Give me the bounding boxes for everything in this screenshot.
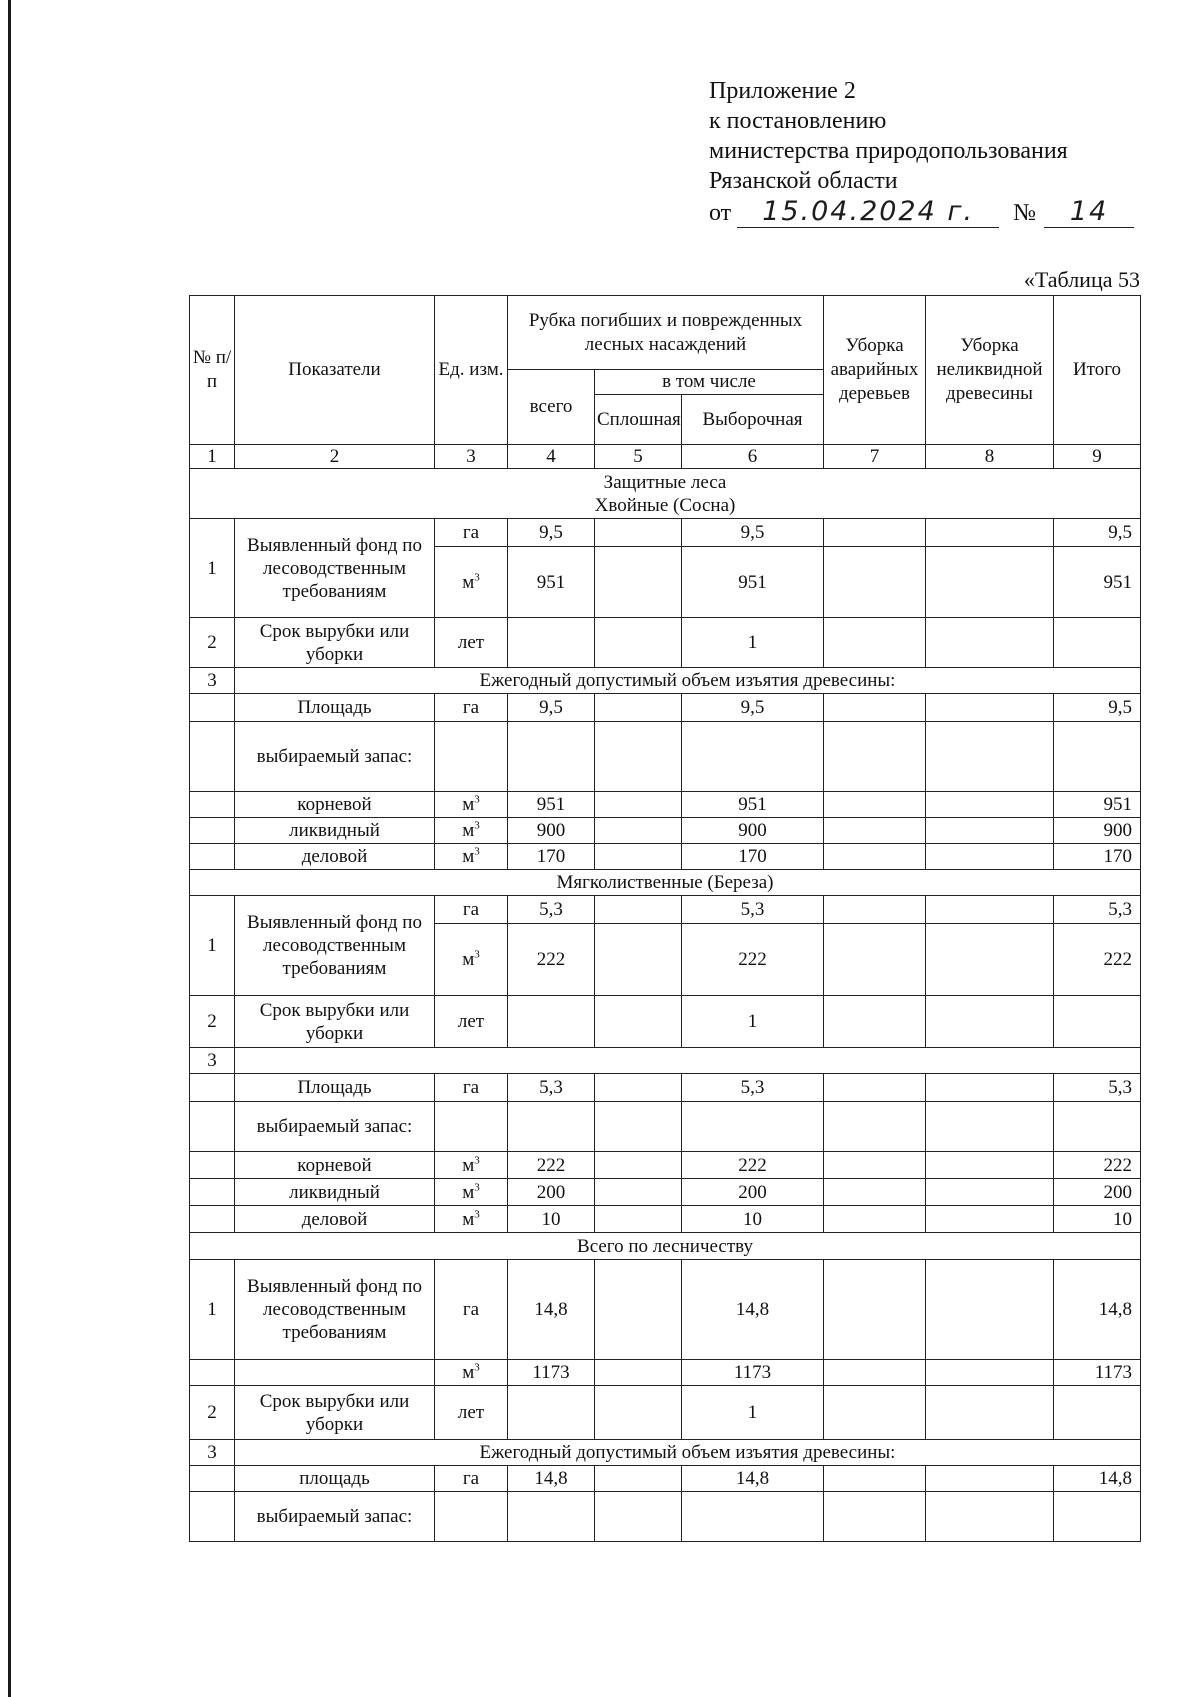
table-row [190,1152,1141,1179]
value-emergency [824,1260,926,1360]
value-sum [1054,996,1141,1048]
value-sum: 170 [1054,844,1141,870]
row-number: 2 [190,618,235,668]
col-header-sum: Итого [1054,296,1141,445]
value-total: 9,5 [508,694,595,722]
value-selective: 9,5 [682,694,824,722]
unit-cell [435,1492,508,1542]
header-line-1: Приложение 2 [709,78,856,104]
value-solid [595,618,682,668]
col-header-selective: Выборочная [682,395,824,445]
value-emergency [824,1152,926,1179]
value-solid [595,924,682,996]
unit-cell: лет [435,1386,508,1440]
unit-cell: $м^3$ [435,924,508,996]
indicator-business: деловой [235,844,435,870]
col-header-solid: Сплошная [595,395,682,445]
row-number [190,1179,235,1206]
table-row [190,1206,1141,1233]
value-emergency [824,996,926,1048]
indicator-root: корневой [235,1152,435,1179]
row-number [190,792,235,818]
value-solid [595,1206,682,1233]
indicator-term: Срок вырубки или уборки [235,996,435,1048]
value-emergency [824,519,926,547]
value-solid [595,818,682,844]
col-header-total: всего [508,370,595,445]
indicator-fund: Выявленный фонд по лесоводственным требованиям [235,1260,435,1360]
value-emergency [824,694,926,722]
number-label: № [1013,200,1037,226]
row-number: 3 [190,668,235,694]
unit-cell: лет [435,996,508,1048]
value-illiquid [926,1152,1054,1179]
section-protective: Защитные леса [603,471,727,493]
handwritten-number: 14 [1044,197,1134,228]
value-illiquid [926,1102,1054,1152]
indicator-fund: Выявленный фонд по лесоводственным требованиям [235,896,435,996]
col-num: 9 [1054,445,1141,469]
value-selective: 1 [682,1386,824,1440]
value-emergency [824,924,926,996]
table-row [190,792,1141,818]
col-num: 1 [190,445,235,469]
value-emergency [824,1492,926,1542]
document-header [709,76,1134,228]
value-illiquid [926,1206,1054,1233]
col-num: 3 [435,445,508,469]
row-number: 3 [190,1048,235,1074]
table-row [190,818,1141,844]
unit-cell: $м^3$ [435,1152,508,1179]
value-selective: 1 [682,618,824,668]
row-number [190,1360,235,1386]
value-total: 14,8 [508,1466,595,1492]
value-selective [682,1102,824,1152]
value-emergency [824,896,926,924]
col-num: 8 [926,445,1054,469]
value-selective: 222 [682,1152,824,1179]
row-number: 2 [190,996,235,1048]
value-total: 951 [508,792,595,818]
value-solid [595,722,682,792]
value-emergency [824,1360,926,1386]
table-row [190,1440,1141,1466]
row-number [190,1492,235,1542]
value-total: 900 [508,818,595,844]
unit-cell: га [435,519,508,547]
unit-cell: $м^3$ [435,844,508,870]
unit-cell: $м^3$ [435,792,508,818]
indicator-stock: выбираемый запас: [235,722,435,792]
value-selective: 1173 [682,1360,824,1386]
value-solid [595,1179,682,1206]
value-solid [595,896,682,924]
value-total [508,722,595,792]
header-line-2: к постановлению [709,108,887,134]
indicator-liquid: ликвидный [235,1179,435,1206]
value-emergency [824,722,926,792]
value-sum [1054,1386,1141,1440]
value-sum: 14,8 [1054,1260,1141,1360]
value-total [508,1386,595,1440]
indicator-stock: выбираемый запас: [235,1492,435,1542]
col-num: 7 [824,445,926,469]
indicator-area: Площадь [235,694,435,722]
unit-cell: га [435,694,508,722]
value-selective: 951 [682,547,824,618]
value-sum: 9,5 [1054,519,1141,547]
value-illiquid [926,1386,1054,1440]
value-illiquid [926,792,1054,818]
unit-cell: лет [435,618,508,668]
indicator-liquid: ликвидный [235,818,435,844]
value-total [508,996,595,1048]
decree-date-number [709,197,1134,228]
handwritten-date: 15.04.2024 г. [737,197,999,228]
indicator-annual: Ежегодный допустимый объем изъятия древесины: [235,668,1141,694]
value-solid [595,1466,682,1492]
value-emergency [824,547,926,618]
row-number [190,694,235,722]
indicator-area: площадь [235,1466,435,1492]
section-deciduous: Мягколиственные (Береза) [190,870,1141,896]
unit-cell: га [435,896,508,924]
table-row [190,1360,1141,1386]
unit-cell: га [435,1260,508,1360]
table-row [190,996,1141,1048]
value-sum: 5,3 [1054,896,1141,924]
value-illiquid [926,996,1054,1048]
value-selective: 5,3 [682,1074,824,1102]
value-emergency [824,1102,926,1152]
col-num: 2 [235,445,435,469]
value-selective: 170 [682,844,824,870]
table-row [190,844,1141,870]
row-number [190,1466,235,1492]
section-row [190,1233,1141,1260]
value-sum: 222 [1054,924,1141,996]
value-sum: 14,8 [1054,1466,1141,1492]
value-emergency [824,1466,926,1492]
col-header-emergency: Уборка аварийных деревьев [824,296,926,445]
value-sum [1054,618,1141,668]
col-header-illiquid: Уборка неликвидной древесины [926,296,1054,445]
value-total [508,618,595,668]
col-num: 5 [595,445,682,469]
value-illiquid [926,519,1054,547]
value-total: 5,3 [508,1074,595,1102]
indicator-fund: Выявленный фонд по лесоводственным требованиям [235,519,435,618]
indicator-annual-empty [235,1048,1141,1074]
value-emergency [824,1206,926,1233]
left-edge-line [8,0,11,1697]
section-row [190,870,1141,896]
value-selective [682,1492,824,1542]
value-total: 14,8 [508,1260,595,1360]
indicator-term: Срок вырубки или уборки [235,1386,435,1440]
value-emergency [824,792,926,818]
unit-cell [435,722,508,792]
value-illiquid [926,818,1054,844]
value-emergency [824,844,926,870]
value-solid [595,1360,682,1386]
value-sum: 9,5 [1054,694,1141,722]
value-sum: 951 [1054,792,1141,818]
value-illiquid [926,1260,1054,1360]
col-header-indicators: Показатели [235,296,435,445]
value-total: 200 [508,1179,595,1206]
section-row [190,469,1141,519]
value-sum: 10 [1054,1206,1141,1233]
value-solid [595,996,682,1048]
unit-cell: $м^3$ [435,1206,508,1233]
value-total: 5,3 [508,896,595,924]
col-num: 4 [508,445,595,469]
value-total: 170 [508,844,595,870]
value-selective [682,722,824,792]
section-title [190,469,1141,519]
value-selective: 14,8 [682,1260,824,1360]
table-row [190,1102,1141,1152]
value-sum [1054,1492,1141,1542]
unit-cell: $м^3$ [435,1179,508,1206]
table-row [190,722,1141,792]
indicator-term: Срок вырубки или уборки [235,618,435,668]
value-sum: 900 [1054,818,1141,844]
value-total [508,1102,595,1152]
value-emergency [824,1386,926,1440]
row-number: 3 [190,1440,235,1466]
value-emergency [824,818,926,844]
value-illiquid [926,1179,1054,1206]
table-row [190,1492,1141,1542]
value-sum: 5,3 [1054,1074,1141,1102]
indicator-empty [235,1360,435,1386]
value-total: 1173 [508,1360,595,1386]
row-number: 1 [190,896,235,996]
value-illiquid [926,618,1054,668]
col-header-including: в том числе [595,370,824,395]
value-total: 222 [508,1152,595,1179]
unit-cell: га [435,1466,508,1492]
value-solid [595,694,682,722]
value-illiquid [926,722,1054,792]
row-number [190,1206,235,1233]
value-total: 951 [508,547,595,618]
value-illiquid [926,896,1054,924]
value-sum: 222 [1054,1152,1141,1179]
col-num: 6 [682,445,824,469]
table-row [190,519,1141,547]
row-number: 2 [190,1386,235,1440]
table-row [190,668,1141,694]
section-conifer: Хвойные (Сосна) [594,494,736,516]
table-row [190,618,1141,668]
header-line-3: министерства природопользования [709,138,1068,164]
value-solid [595,1260,682,1360]
value-illiquid [926,1492,1054,1542]
value-emergency [824,618,926,668]
row-number [190,1102,235,1152]
row-number [190,1152,235,1179]
value-solid [595,519,682,547]
indicator-business: деловой [235,1206,435,1233]
value-illiquid [926,694,1054,722]
indicator-stock: выбираемый запас: [235,1102,435,1152]
indicator-area: Площадь [235,1074,435,1102]
value-solid [595,1074,682,1102]
value-total: 10 [508,1206,595,1233]
value-selective: 900 [682,818,824,844]
value-sum [1054,722,1141,792]
value-illiquid [926,1360,1054,1386]
header-row-1 [190,296,1141,370]
table-row [190,1074,1141,1102]
value-solid [595,1386,682,1440]
table-row [190,1048,1141,1074]
from-label: от [709,200,732,226]
value-solid [595,792,682,818]
header-line-4: Рязанской области [709,168,898,194]
value-illiquid [926,1074,1054,1102]
value-sum: 951 [1054,547,1141,618]
value-total: 222 [508,924,595,996]
col-header-cutting: Рубка погибших и поврежденных лесных насаждений [508,296,824,370]
value-selective: 200 [682,1179,824,1206]
col-header-number: № п/ п [190,296,235,445]
table-caption: «Таблица 53 [1023,267,1140,292]
table-row [190,896,1141,924]
col-header-unit: Ед. изм. [435,296,508,445]
row-number: 1 [190,1260,235,1360]
value-sum [1054,1102,1141,1152]
value-solid [595,844,682,870]
row-number [190,818,235,844]
value-total: 9,5 [508,519,595,547]
value-selective: 10 [682,1206,824,1233]
value-total [508,1492,595,1542]
value-solid [595,1152,682,1179]
section-all: Всего по лесничеству [190,1233,1141,1260]
value-illiquid [926,844,1054,870]
value-sum: 200 [1054,1179,1141,1206]
forest-table [189,295,1141,1542]
value-emergency [824,1179,926,1206]
table-row [190,1466,1141,1492]
indicator-root: корневой [235,792,435,818]
value-emergency [824,1074,926,1102]
unit-cell: га [435,1074,508,1102]
value-illiquid [926,924,1054,996]
value-sum: 1173 [1054,1360,1141,1386]
value-selective: 14,8 [682,1466,824,1492]
unit-cell: $м^3$ [435,547,508,618]
row-number [190,722,235,792]
row-number: 1 [190,519,235,618]
unit-cell [435,1102,508,1152]
value-illiquid [926,1466,1054,1492]
value-illiquid [926,547,1054,618]
value-selective: 222 [682,924,824,996]
value-selective: 1 [682,996,824,1048]
row-number [190,1074,235,1102]
row-number [190,844,235,870]
indicator-annual: Ежегодный допустимый объем изъятия древесины: [235,1440,1141,1466]
table-row [190,1386,1141,1440]
table-row [190,1179,1141,1206]
value-solid [595,1492,682,1542]
value-solid [595,1102,682,1152]
value-selective: 5,3 [682,896,824,924]
table-row [190,1260,1141,1360]
value-solid [595,547,682,618]
column-number-row [190,445,1141,469]
unit-cell: $м^3$ [435,818,508,844]
table-row [190,694,1141,722]
value-selective: 9,5 [682,519,824,547]
value-selective: 951 [682,792,824,818]
unit-cell: $м^3$ [435,1360,508,1386]
